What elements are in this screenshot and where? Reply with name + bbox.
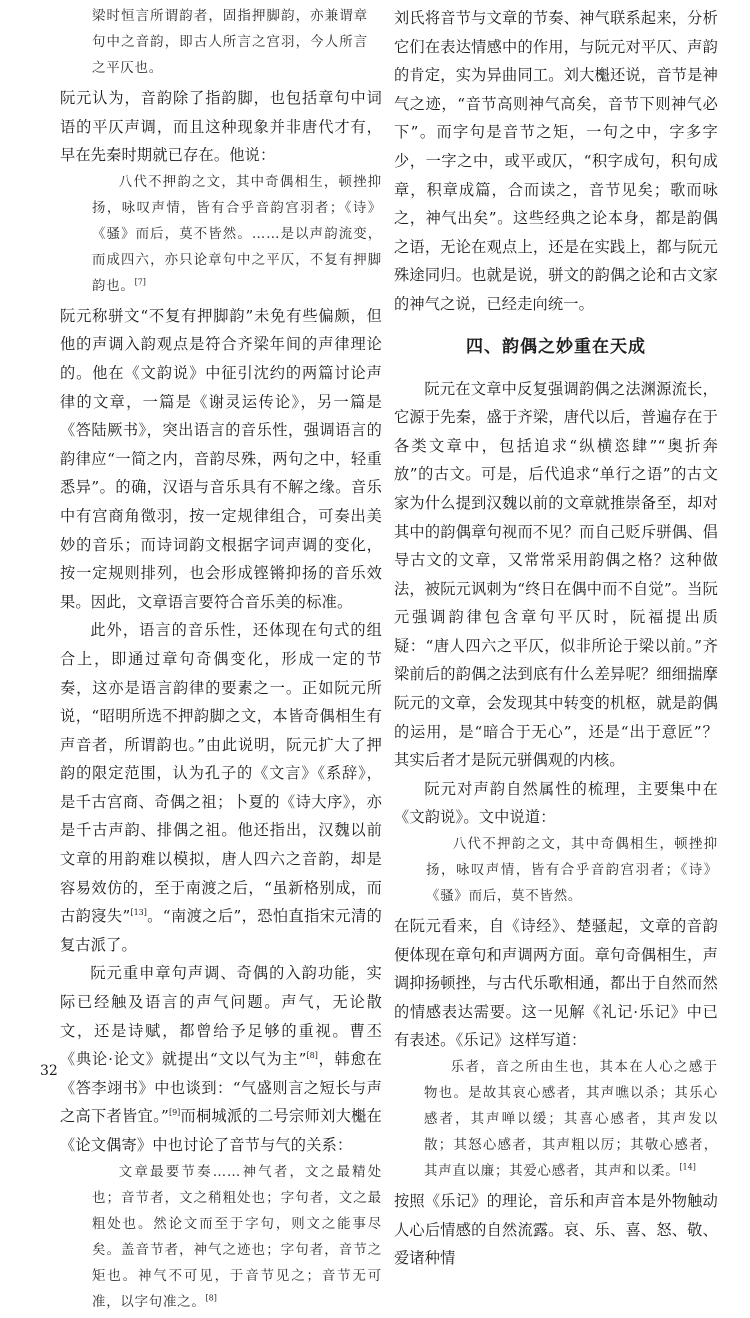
paragraph-text: 此外，语言的音乐性，还体现在句式的组合上，即通过章句奇偶变化，形成一定的节奏，这亦是语言韵律的要素之一。正如阮元所说，“昭明所选不押韵脚之文，本皆奇偶相生有声音者，所谓韵也。”由此说明，阮元扩大了押韵的限定范围，认为孔子的《文言》《系辞》，是千古宫商、奇偶之祖；卜夏的《诗大序》，亦是千古声韵、排偶之祖。他还指出，汉魏以前文章的用韵难以模拟，唐人四六之音韵，却是容易效仿的，至于南渡之后，“虽新格别成，而古韵寖失”	[60, 621, 382, 926]
quote-text: 八代不押韵之文，其中奇偶相生，顿挫抑扬，咏叹声情，皆有合乎音韵宫羽者；《诗》《骚》而后，莫不皆然。……是以声韵流变，而成四六，亦只论章句中之平仄，不复有押脚韵也。	[92, 174, 382, 294]
paragraph	[394, 775, 718, 832]
footnote-ref: [9]	[168, 1108, 181, 1118]
paragraph-text: 阮元对声韵自然属性的梳理，主要集中在《文韵说》。文中说道：	[394, 779, 718, 827]
block-quote	[394, 1055, 718, 1185]
footnote-ref: [7]	[134, 277, 146, 287]
paragraph-text: ，韩愈在《答李翊书》中也谈到：“气盛则言之短长与声之高下者皆宜。”	[60, 1050, 382, 1126]
paragraph-text: 阮元认为，音韵除了指韵脚，也包括章句中词语的平仄声调，而且这种现象并非唐代才有，早在先秦时期就已存在。他说：	[60, 89, 382, 165]
paragraph-text: 阮元称骈文“不复有押脚韵”未免有些偏颇，但他的声调入韵观点是符合齐梁年间的声律理论的。他在《文韵说》中征引沈约的两篇讨论声律的文章，一篇是《谢灵运传论》，另一篇是《答陆厥书》，突出语言的音乐性，强调语言的韵律应“一简之内，音韵尽殊，两句之中，轻重悉异”。的确，汉语与音乐具有不解之缘。音乐中有宫商角徵羽，按一定规律组合，可奏出美妙的音乐；而诗词韵文根据字词声调的变化，按一定规则排列，也会形成铿锵抑扬的音乐效果。因此，文章语言要符合音乐美的标准。	[60, 306, 382, 611]
paragraph-text: 刘氏将音节与文章的节奏、神气联系起来，分析它们在表达情感中的作用，与阮元对平仄、声韵的肯定，实为异曲同工。刘大櫆还说，音节是神气之迹，“音节高则神气高矣，音节下则神气必下”。而字句是音节之矩，一句之中，字多字少，一字之中，或平或仄，“积字成句，积句成章，积章成篇，合而读之，音节见矣；歌而咏之，神气出矣”。这些经典之论本身，都是韵偶之语，无论在观点上，还是在实践上，都与阮元殊途同归。也就是说，骈文的韵偶之论和古文家的神气之说，已经走向统一。	[394, 9, 718, 313]
footnote-ref: [13]	[130, 908, 147, 918]
quote-text: 八代不押韵之文，其中奇偶相生，顿挫抑扬，咏叹声情，皆有合乎音韵宫羽者；《诗》《骚》而后，莫不皆然。	[426, 837, 718, 905]
footnote-ref: [8]	[306, 1051, 318, 1061]
section-heading: 四、韵偶之妙重在天成	[466, 336, 646, 357]
quote-text: 乐者，音之所由生也，其本在人心之感于物也。是故其哀心感者，其声噍以杀；其乐心感者，其声啴以缓；其喜心感者，其声发以散；其怒心感者，其声粗以厉；其敬心感者，其声直以廉；其爱心感者，其声和以柔。	[424, 1060, 718, 1179]
paragraph	[394, 375, 718, 775]
paragraph	[394, 912, 718, 1055]
paragraph	[60, 84, 382, 170]
block-quote	[394, 832, 718, 910]
paragraph-text: 在阮元看来，自《诗经》、楚骚起，文章的音韵便体现在章句和声调两方面。章句奇偶相生，声调抑扬顿挫，与古代乐歌相通，都出于自然而然的情感表达需要。这一见解《礼记·乐记》中已有表述。《乐记》这样写道：	[394, 917, 718, 1050]
block-quote	[60, 1160, 382, 1316]
paragraph-text: 阮元在文章中反复强调韵偶之法渊源流长，它源于先秦，盛于齐梁，唐代以后，普遍存在于各类文章中，包括追求“纵横恣肆”“奥折奔放”的古文。可是，后代追求“单行之语”的古文家为什么提到汉魏以前的文章就推崇备至，却对其中的韵偶章句视而不见？而自己贬斥骈偶、倡导古文的文章，又常常采用韵偶之格？这种做法，被阮元讽刺为“终日在偶中而不自觉”。当阮元强调韵律包含章句平仄时，阮福提出质疑：“唐人四六之平仄，似非所论于梁以前。”齐梁前后的韵偶之法到底有什么差异呢？细细揣摩阮元的文章，会发现其中转变的机枢，就是韵偶的运用，是“暗合于无心”，还是“出于意匠”？其实后者才是阮元骈偶观的内核。	[394, 379, 718, 770]
block-quote	[60, 4, 382, 82]
paragraph	[394, 1187, 718, 1273]
quote-text: 文章最要节奏……神气者，文之最精处也；音节者，文之稍粗处也；字句者，文之最粗处也。然论文而至于字句，则文之能事尽矣。盖音节者，神气之迹也；字句者，音节之矩也。神气不可见，于音节见之；音节无可准，以字句准之。	[92, 1164, 382, 1310]
paragraph-text: 而桐城派的二号宗师刘大櫆在《论文偶寄》中也讨论了音节与气的关系：	[60, 1107, 382, 1154]
paragraph-text: 。“南渡之后”，恐怕直指宋元清的复古派了。	[60, 907, 383, 954]
paragraph	[60, 302, 382, 617]
footnote-ref: [8]	[205, 1293, 217, 1303]
block-quote	[60, 170, 382, 300]
right-column	[394, 4, 718, 1273]
footnote-ref: [14]	[679, 1162, 696, 1172]
paragraph-text: 阮元重申章句声调、奇偶的入韵功能，实际已经触及语言的声气问题。声气，无论散文，还是诗赋，都曾给予足够的重视。曹丕《典论·论文》就提出“文以气为主”	[60, 964, 382, 1069]
paragraph-text: 按照《乐记》的理论，音乐和声音本是外物触动人心后情感的自然流露。哀、乐、喜、怒、敬、爱诸种情	[394, 1192, 718, 1268]
left-column	[60, 4, 382, 1318]
paragraph	[60, 959, 382, 1159]
quote-text: 梁时恒言所谓韵者，固指押脚韵，亦兼谓章句中之音韵，即古人所言之宫羽，今人所言之平仄也。	[92, 9, 368, 76]
paragraph	[60, 616, 382, 959]
page-number: 32	[40, 1063, 58, 1079]
paragraph	[394, 4, 718, 319]
